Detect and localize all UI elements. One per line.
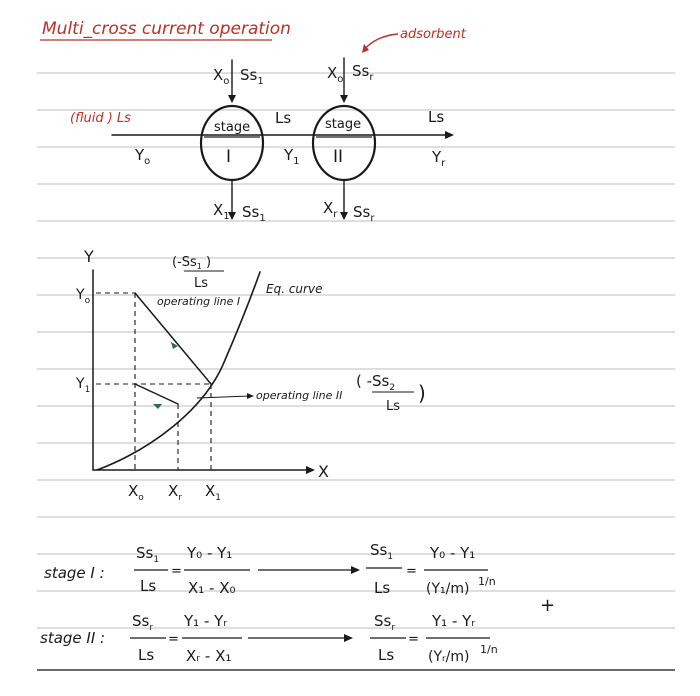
slope2-close-paren: )	[418, 381, 426, 405]
adsorbent-label: adsorbent	[400, 27, 466, 42]
slope2-label: ( $-Ss_2$	[356, 372, 396, 393]
s1-r-exponent: 1/n	[478, 575, 496, 588]
stage2-inlet-arrow-head	[340, 95, 348, 103]
s1-r-equals: =	[406, 564, 417, 579]
s1-ratio-num: $Ss_1$	[136, 544, 160, 565]
interstage-ls-label: Ls	[275, 109, 292, 127]
s1-r-num: $Ss_1$	[370, 541, 394, 562]
equilibrium-graph	[75, 247, 426, 503]
stage1-inlet-x: $X_o$	[213, 66, 230, 87]
slope2-denominator: Ls	[386, 399, 401, 414]
s1-implies-arrow-head	[351, 566, 360, 574]
s2-r-den: Ls	[378, 646, 395, 664]
stage2-inlet-ss: $Ss_r$	[352, 62, 374, 83]
tick-x0: $X_o$	[128, 482, 144, 503]
s2-r-frac-num: Y₁ - Yᵣ	[432, 612, 476, 630]
s2-implies-arrow-head	[344, 634, 353, 642]
s2-ratio-den: Ls	[138, 646, 155, 664]
op-line-2-label: operating line II	[256, 389, 343, 402]
stage1-inlet-arrow-head	[228, 95, 236, 103]
s1-equals: =	[171, 564, 182, 579]
s2-denominator: Xᵣ - X₁	[186, 647, 232, 665]
stage2-roman: II	[333, 147, 344, 167]
stage1-label: stage	[214, 120, 251, 135]
s2-r-exponent: 1/n	[480, 643, 498, 656]
stage2-outlet-ss: $Ss_r$	[353, 203, 375, 224]
graph-x-axis-label: X	[318, 462, 329, 481]
s1-r-frac-den: (Y₁/m)	[426, 581, 470, 597]
stage1-inlet-ss: $Ss_1$	[240, 66, 264, 87]
stage2-label: stage	[325, 117, 362, 132]
s1-r-den: Ls	[374, 579, 391, 597]
outlet-ls-label: Ls	[428, 108, 445, 126]
stage2-inlet-x: $X_o$	[327, 64, 344, 85]
stage1-roman: I	[226, 147, 232, 167]
operating-line-2	[135, 384, 178, 404]
slope1-label: ($-Ss_1$ )	[172, 255, 212, 271]
s2-r-num: $Ss_r$	[374, 612, 396, 633]
page-title: Multi_cross current operation	[42, 19, 291, 39]
flow-diagram	[70, 27, 467, 224]
plus-mark: +	[540, 595, 556, 616]
stage2-outlet-x: $X_r$	[323, 199, 338, 220]
s1-ratio-den: Ls	[140, 577, 157, 595]
s2-equals: =	[168, 632, 179, 647]
stage1-outlet-x: $X_1$	[213, 201, 230, 222]
outlet-yr-label: $Y_r$	[432, 148, 446, 169]
tick-y0: $Y_o$	[76, 287, 91, 306]
tick-x1: $X_1$	[205, 482, 222, 503]
fluid-feed-label: (fluid ) Ls	[70, 111, 131, 126]
op-line-1-label: operating line I	[157, 295, 241, 308]
eq-curve-label: Eq. curve	[266, 282, 323, 296]
s1-r-frac-num: Y₀ - Y₁	[430, 544, 476, 562]
graph-y-axis-label: Y	[84, 247, 94, 266]
interstage-y1-label: $Y_1$	[284, 146, 300, 167]
slope1-denominator: Ls	[194, 276, 209, 291]
s1-numerator: Y₀ - Y₁	[187, 544, 233, 562]
stage2-equation-label: stage II :	[40, 629, 106, 647]
tick-xr: $X_r$	[168, 482, 182, 503]
op-line-2-pointer-head	[247, 393, 254, 399]
s2-numerator: Y₁ - Yᵣ	[184, 612, 228, 630]
stage1-circle	[201, 106, 263, 180]
main-stream-arrow-head	[445, 131, 454, 139]
stage1-outlet-ss: $Ss_1$	[242, 203, 266, 224]
stage1-equation-label: stage I :	[44, 564, 105, 582]
s1-denominator: X₁ - X₀	[188, 579, 236, 597]
adsorbent-arrow	[364, 34, 398, 50]
stage-equations	[40, 541, 555, 665]
op-line-2-pointer	[197, 396, 250, 398]
tick-y1: $Y_1$	[76, 376, 91, 395]
s2-r-equals: =	[408, 632, 419, 647]
s2-ratio-num: $Ss_r$	[132, 612, 154, 633]
s2-r-frac-den: (Yᵣ/m)	[428, 649, 470, 665]
x-axis-arrow-head	[306, 466, 315, 474]
stage2-outlet-arrow-head	[340, 212, 348, 220]
feed-y0-label: $Y_o$	[135, 146, 151, 167]
